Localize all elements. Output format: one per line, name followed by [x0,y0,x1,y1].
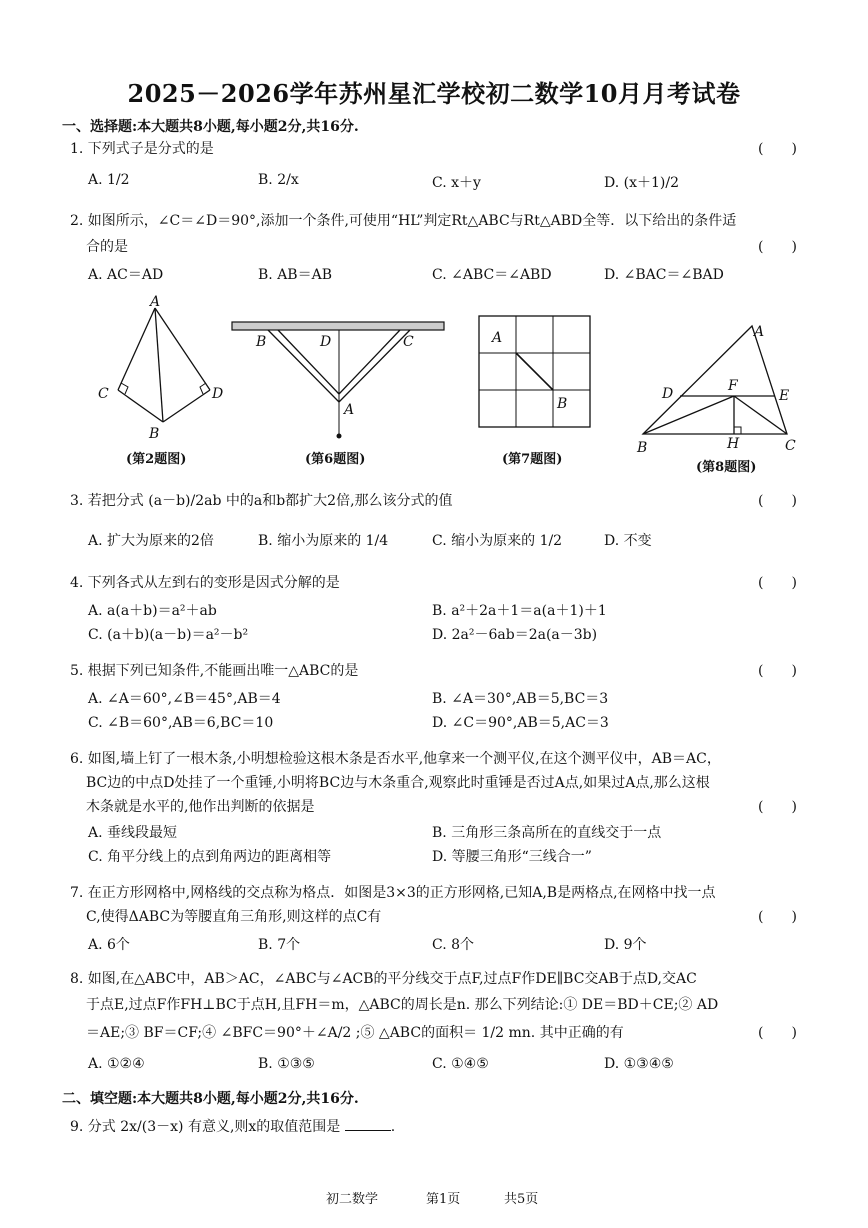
q4-option-d: D. 2a²－6ab＝2a(a－3b) [432,627,598,643]
q5-option-a: A. ∠A＝60°,∠B＝45°,AB＝4 [88,691,281,707]
q2-option-d: D. ∠BAC＝∠BAD [604,267,724,283]
q1-option-c: C. x＋y [432,175,481,191]
figure-q2-kite [98,294,223,442]
q1-option-b: B. 2/x [258,172,299,188]
fig6-label-d: D [320,334,332,350]
q7-answer-paren: ( ) [758,909,797,925]
q3-answer-paren: ( ) [758,493,797,509]
q1-option-d: D. (x＋1)/2 [604,175,679,191]
q6-option-c: C. 角平分线上的点到角两边的距离相等 [88,849,332,865]
q4-option-a: A. a(a＋b)＝a²＋ab [88,603,217,619]
q6-option-b: B. 三角形三条高所在的直线交于一点 [432,825,662,841]
q9-answer-blank[interactable] [345,1118,391,1131]
q6-option-d: D. 等腰三角形“三线合一” [432,849,592,865]
q2-option-c: C. ∠ABC＝∠ABD [432,267,552,283]
footer-total: 共5页 [504,1192,539,1207]
q6-option-a: A. 垂线段最短 [88,825,178,841]
q8-answer-paren: ( ) [758,1025,797,1041]
q4-stem: 4. 下列各式从左到右的变形是因式分解的是 [70,575,340,591]
q7-option-c: C. 8个 [432,937,475,953]
q3-option-b: B. 缩小为原来的 1/4 [258,533,389,549]
fig2-label-a: A [150,294,161,310]
q8-stem-line3: ＝AE;③ BF＝CF;④ ∠BFC＝90°＋∠A/2 ;⑤ △ABC的面积＝ 1/2 mn. 其中正确的有 [86,1025,624,1041]
q4-answer-paren: ( ) [758,575,797,591]
q2-stem-line2: 合的是 [86,239,128,255]
figure-q8-triangle [636,324,796,456]
fig6-label-c: C [403,334,414,350]
q5-option-d: D. ∠C＝90°,AB＝5,AC＝3 [432,715,609,731]
figure-q8-caption: (第8题图) [696,460,757,475]
q4-option-c: C. (a＋b)(a－b)＝a²－b² [88,627,249,643]
fig8-label-f: F [728,378,738,394]
fig2-label-d: D [212,386,224,402]
q2-answer-paren: ( ) [758,239,797,255]
page-title: 2025－2026学年苏州星汇学校初二数学10月月考试卷 [127,79,741,108]
q1-answer-paren: ( ) [758,141,797,157]
q8-stem-line2: 于点E,过点F作FH⊥BC于点H,且FH＝m，△ABC的周长是n. 那么下列结论:① DE＝BD＋CE;② AD [86,997,719,1013]
q3-option-c: C. 缩小为原来的 1/2 [432,533,563,549]
q2-option-a: A. AC＝AD [88,267,164,283]
q2-option-b: B. AB＝AB [258,267,332,283]
q8-stem-line1: 8. 如图,在△ABC中，AB＞AC，∠ABC与∠ACB的平分线交于点F,过点F作DE∥BC交AB于点D,交AC [70,971,697,987]
fig7-label-b: B [557,396,568,412]
q5-answer-paren: ( ) [758,663,797,679]
q7-option-b: B. 7个 [258,937,301,953]
q8-option-b: B. ①③⑤ [258,1056,315,1072]
q8-option-a: A. ①②④ [88,1056,145,1072]
footer-subject: 初二数学 [326,1192,379,1207]
q1-stem: 1. 下列式子是分式的是 [70,141,214,157]
q7-option-d: D. 9个 [604,937,647,953]
q9-tail: . [390,1119,396,1135]
figure-q6-level [232,322,444,439]
fig8-label-h: H [727,436,740,452]
q3-stem: 3. 若把分式 (a－b)/2ab 中的a和b都扩大2倍,那么该分式的值 [70,493,453,509]
fig6-label-a: A [344,402,355,418]
figure-q7-caption: (第7题图) [502,452,563,467]
q8-option-c: C. ①④⑤ [432,1056,489,1072]
q4-option-b: B. a²＋2a＋1＝a(a＋1)＋1 [432,603,607,619]
fig7-label-a: A [492,330,503,346]
q6-stem-line1: 6. 如图,墙上钉了一根木条,小明想检验这根木条是否水平,他拿来一个测平仪,在这个测平仪中，AB＝AC， [70,751,721,767]
q6-stem-line3: 木条就是水平的,他作出判断的依据是 [86,799,315,815]
q7-option-a: A. 6个 [88,937,130,953]
fig8-label-e: E [779,388,790,404]
q5-option-b: B. ∠A＝30°,AB＝5,BC＝3 [432,691,609,707]
section-choice-heading: 一、选择题:本大题共8小题,每小题2分,共16分. [62,119,359,135]
figure-q7-grid [479,316,590,427]
q8-option-d: D. ①③④⑤ [604,1056,674,1072]
section-fill-heading: 二、填空题:本大题共8小题,每小题2分,共16分. [62,1091,359,1107]
fig8-label-d: D [662,386,674,402]
q7-stem-line2: C,使得ΔABC为等腰直角三角形,则这样的点C有 [86,909,382,925]
fig8-label-b: B [637,440,648,456]
figure-q6-caption: (第6题图) [305,452,366,467]
fig6-label-b: B [256,334,267,350]
q5-stem: 5. 根据下列已知条件,不能画出唯一△ABC的是 [70,663,359,679]
q5-option-c: C. ∠B＝60°,AB＝6,BC＝10 [88,715,274,731]
fig2-label-c: C [98,386,109,402]
q3-option-a: A. 扩大为原来的2倍 [88,533,214,549]
fig8-label-c: C [785,438,796,454]
q9-stem: 9. 分式 2x/(3－x) 有意义,则x的取值范围是 [70,1119,341,1135]
fig8-label-a: A [754,324,765,340]
figure-q2-caption: (第2题图) [126,452,187,467]
q6-stem-line2: BC边的中点D处挂了一个重锤,小明将BC边与木条重合,观察此时重锤是否过A点,如果过A点,那么这根 [86,775,710,791]
q7-stem-line1: 7. 在正方形网格中,网格线的交点称为格点．如图是3×3的正方形网格,已知A,B是两格点,在网格中找一点 [70,885,716,901]
q3-option-d: D. 不变 [604,533,652,549]
q1-option-a: A. 1/2 [88,172,130,188]
q6-answer-paren: ( ) [758,799,797,815]
fig2-label-b: B [149,426,160,442]
q2-stem-line1: 2. 如图所示，∠C＝∠D＝90°,添加一个条件,可使用“HL”判定Rt△ABC与Rt△ABD全等．以下给出的条件适 [70,213,737,229]
footer-page: 第1页 [426,1192,461,1207]
q9-line [70,1116,395,1136]
